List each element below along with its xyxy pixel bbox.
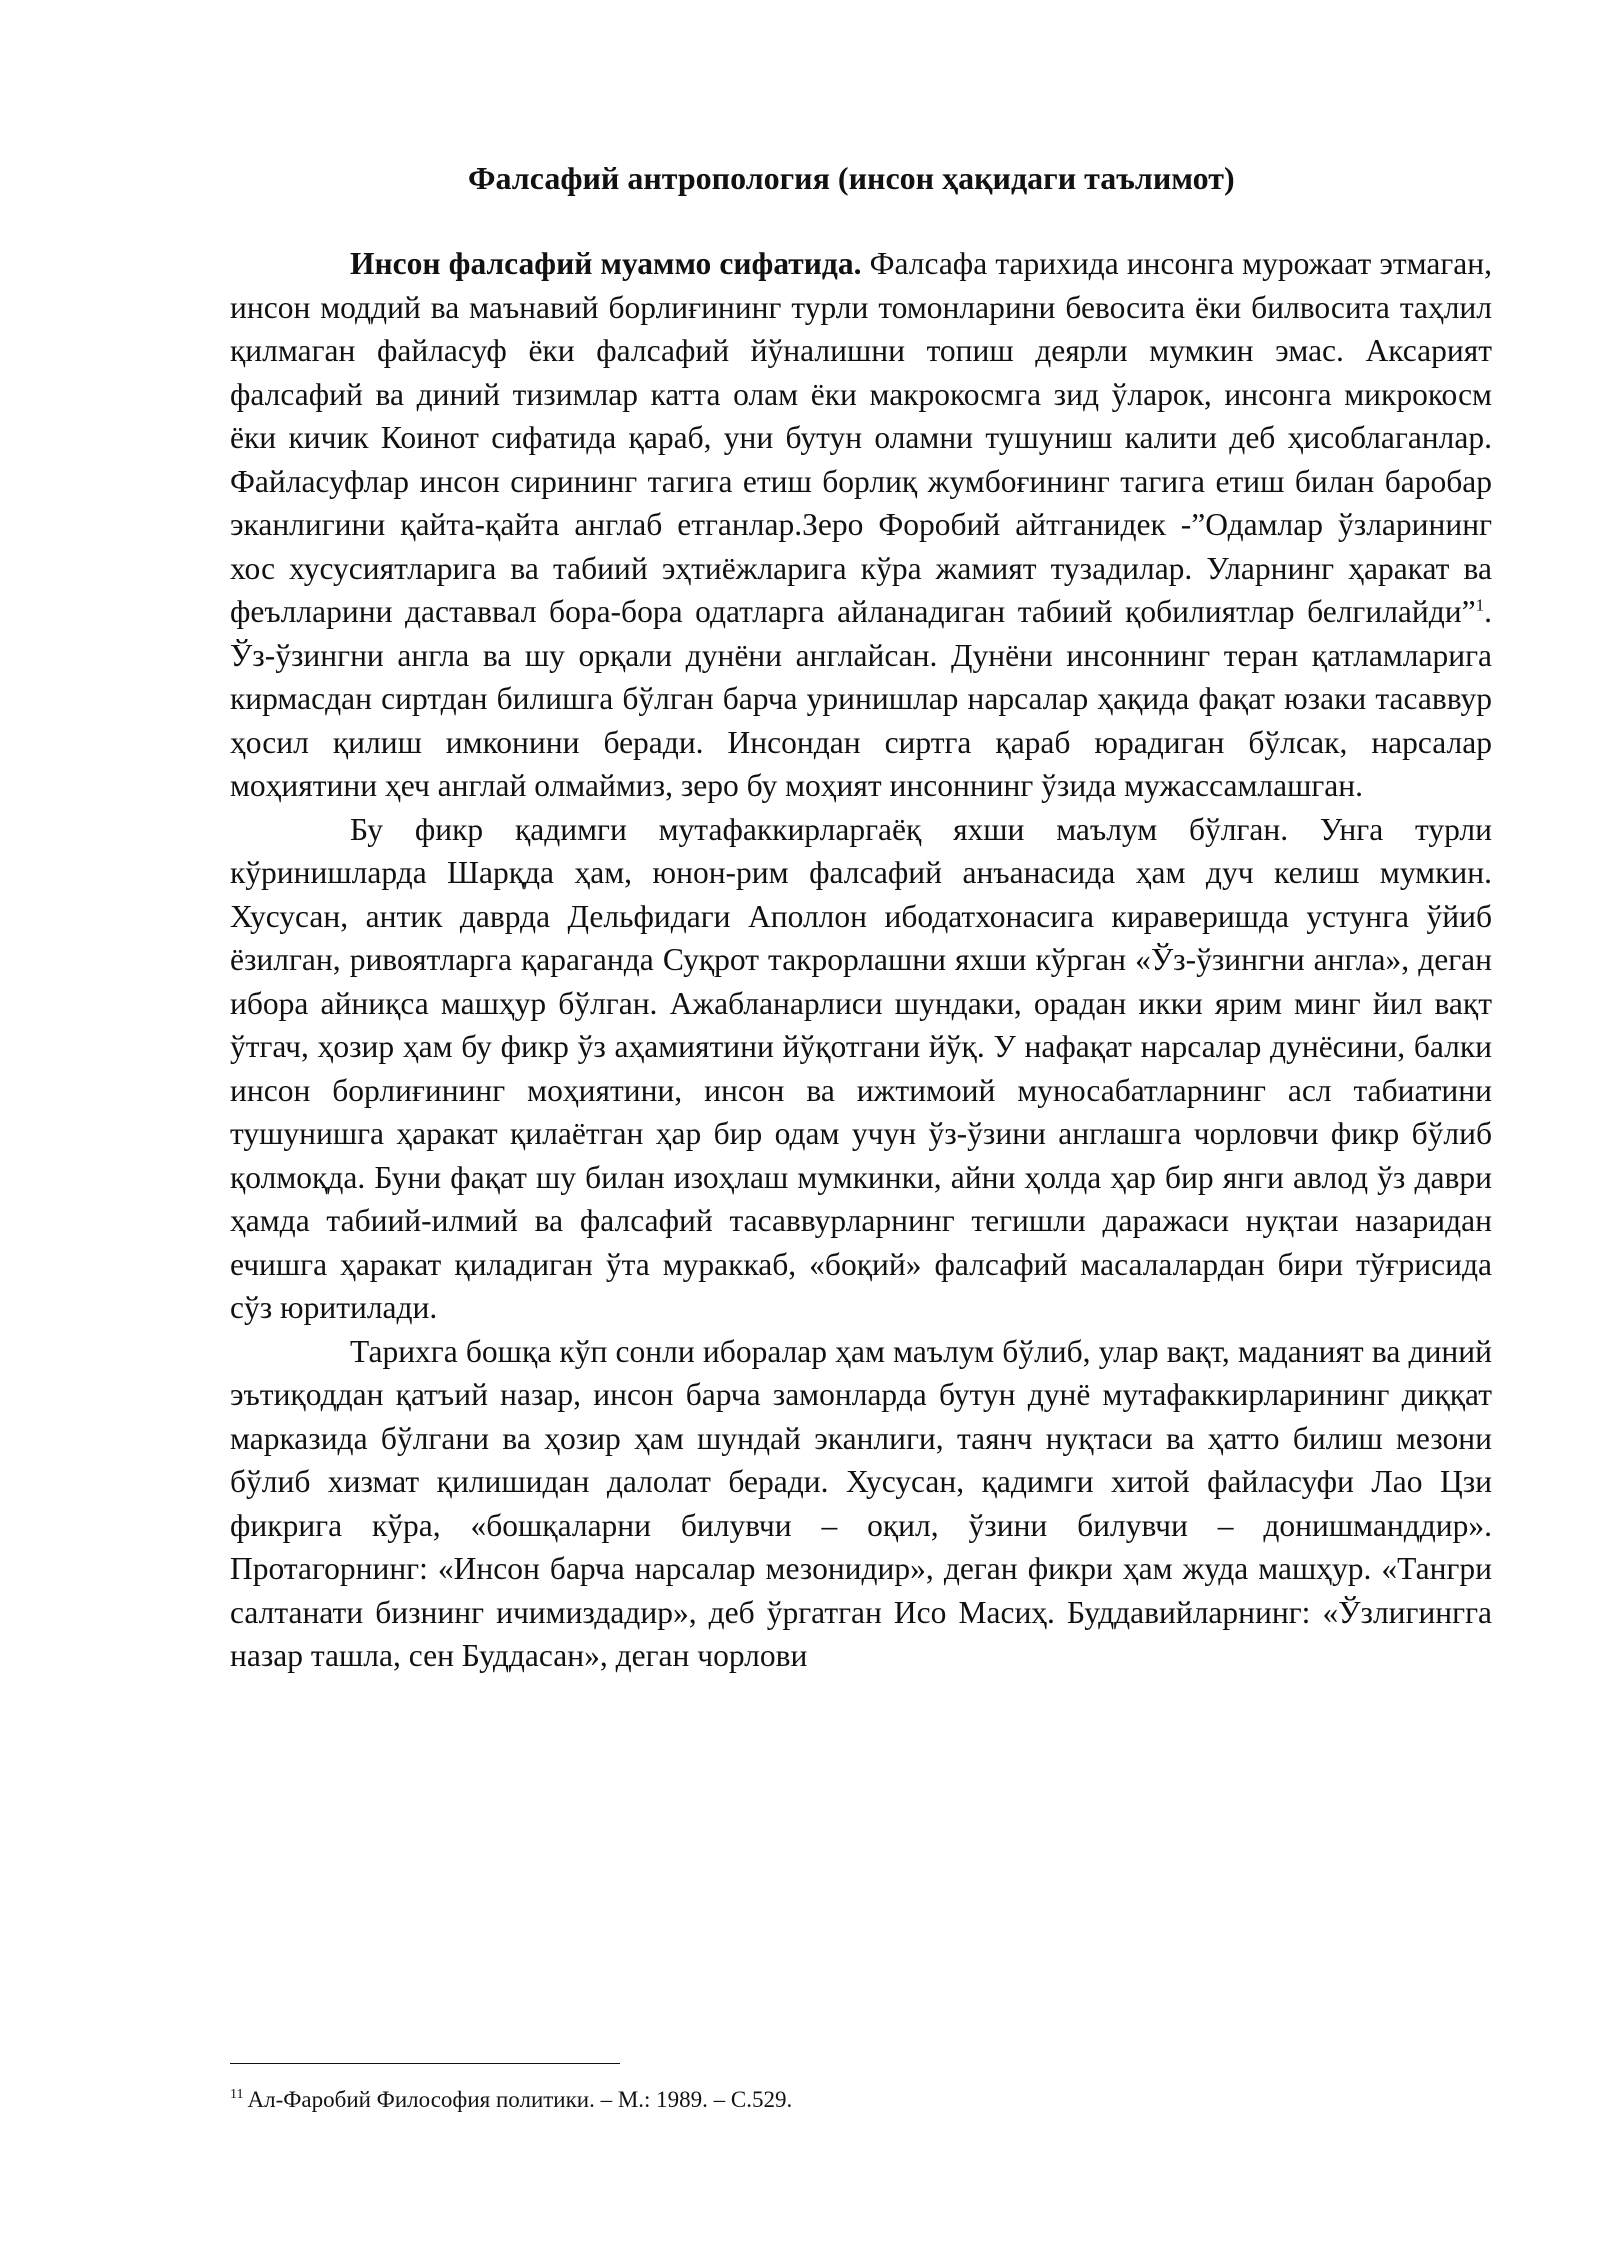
paragraph-1-text-continued: . Ўз-ўзингни англа ва шу орқали дунёни англайсан. Дунёни инсоннинг теран қатламларига кирмасдан сиртдан билишга бўлган барча уринишлар нарсалар ҳақида фақат юзаки тасаввур ҳосил қилиш имконини беради. Инсондан сиртга қараб юрадиган бўлсак, нарсалар моҳиятини ҳеч англай олмаймиз, зеро бу моҳият инсоннинг ўзида мужассамлашган. (230, 594, 1492, 803)
footnote-text: Ал-Фаробий Философия политики. – М.: 1989. – С.529. (247, 2087, 793, 2112)
footnote-reference[interactable]: 1 (1475, 595, 1485, 615)
footnote-separator (230, 2063, 620, 2064)
footnote (230, 2084, 792, 2116)
paragraph-1 (230, 242, 1492, 808)
paragraph-lead: Инсон фалсафий муаммо сифатида. (350, 246, 862, 281)
paragraph-2: Бу фикр қадимги мутафаккирларгаёқ яхши маълум бўлган. Унга турли кўринишларда Шарқда ҳам, юнон-рим фалсафий анъанасида ҳам дуч келиш мумкин. Хусусан, антик даврда Дельфидаги Аполлон ибодатхонасига кираверишда устунга ўйиб ёзилган, ривоятларга қараганда Суқрот такрорлашни яхши кўрган «Ўз-ўзингни англа», деган ибора айниқса машҳур бўлган. Ажабланарлиси шундаки, орадан икки ярим минг йил вақт ўтгач, ҳозир ҳам бу фикр ўз аҳамиятини йўқотгани йўқ. У нафақат нарсалар дунёсини, балки инсон борлиғининг моҳиятини, инсон ва ижтимоий муносабатларнинг асл табиатини тушунишга ҳаракат қилаётган ҳар бир одам учун ўз-ўзини англашга чорловчи фикр бўлиб қолмоқда. Буни фақат шу билан изоҳлаш мумкинки, айни ҳолда ҳар бир янги авлод ўз даври ҳамда табиий-илмий ва фалсафий тасаввурларнинг тегишли даражаси нуқтаи назаридан ечишга ҳаракат қиладиган ўта мураккаб, «боқий» фалсафий масалалардан бири тўғрисида сўз юритилади. (230, 811, 1492, 1325)
document-title: Фалсафий антропология (инсон ҳақидаги таълимот) (468, 160, 1235, 196)
paragraph-1-text: Фалсафа тарихида инсонга мурожаат этмаган, инсон моддий ва маънавий борлиғининг турли томонларини бевосита ёки билвосита таҳлил қилмаган файласуф ёки фалсафий йўналишни топиш деярли мумкин эмас. Аксарият фалсафий ва диний тизимлар катта олам ёки макрокосмга зид ўларок, инсонга микрокосм ёки кичик Коинот сифатида қараб, уни бутун оламни тушуниш калити деб ҳисоблаганлар. Файласуфлар инсон сирининг тагига етиш борлиқ жумбоғининг тагига етиш билан баробар эканлигини қайта-қайта англаб етганлар.Зеро Форобий айтганидек -”Одамлар ўзларининг хос хусусиятларига ва табиий эҳтиёжларига кўра жамият тузадилар. Уларнинг ҳаракат ва феълларини даставвал бора-бора одатларга айланадиган табиий қобилиятлар белгилайди” (230, 246, 1492, 629)
document-body (230, 242, 1492, 1678)
paragraph-3: Тарихга бошқа кўп сонли иборалар ҳам маълум бўлиб, улар вақт, маданият ва диний эътиқоддан қатъий назар, инсон барча замонларда бутун дунё мутафаккирларининг диққат марказида бўлгани ва ҳозир ҳам шундай эканлиги, таянч нуқтаси ва ҳатто билиш мезони бўлиб хизмат қилишидан далолат беради. Хусусан, қадимги хитой файласуфи Лао Цзи фикрига кўра, «бошқаларни билувчи – оқил, ўзини билувчи – донишманддир». Протагорнинг: «Инсон барча нарсалар мезонидир», деган фикри ҳам жуда машҳур. «Тангри салтанати бизнинг ичимиздадир», деб ўргатган Исо Масиҳ. Буддавийларнинг: «Ўзлигингга назар ташла, сен Буддасан», деган чорлови (230, 1333, 1492, 1673)
footnote-mark: 11 (230, 2087, 244, 2103)
